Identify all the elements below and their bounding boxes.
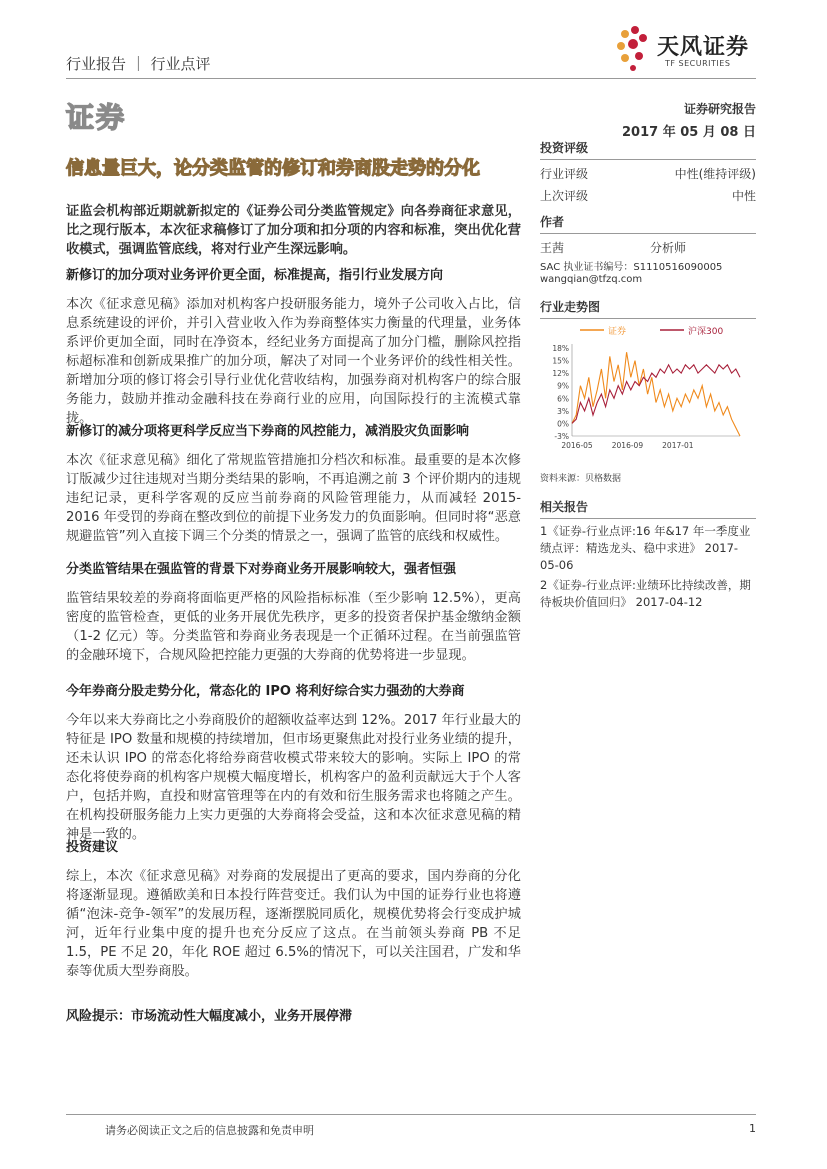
author-block bbox=[540, 213, 756, 285]
report-date: 2017 年 05 月 08 日 bbox=[622, 125, 756, 140]
related-divider bbox=[540, 518, 756, 519]
author-role: 分析师 bbox=[650, 241, 687, 255]
section-heading: 投资建议 bbox=[66, 840, 119, 855]
summary: 证监会机构部近期就新拟定的《证券公司分类监管规定》向各券商征求意见，比之现行版本，本次征求稿修订了加分项和扣分项的内容和标准，突出优化营收模式，强调监管底线，将对行业产生深远影响。 bbox=[66, 204, 521, 257]
section-heading: 分类监管结果在强监管的背景下对券商业务开展影响较大，强者恒强 bbox=[66, 562, 457, 577]
section-body: 综上，本次《征求意见稿》对券商的发展提出了更高的要求，国内券商的分化将逐渐显现。遵循欧美和日本投行阵营变迁。我们认为中国的证券行业也将遵循“泡沫-竞争-领军”的发展历程，逐渐摆脱同质化，规模优势将会行变成护城河，近年行业集中度的提升也充分反应了这点。在当前领头券商 PB 不足 1.5，PE 不足 20，年化 ROE 超过 6.5%的情况下，可以关注国君，广发和华泰等优质大型券商股。 bbox=[66, 869, 521, 979]
y-tick-label: 12% bbox=[552, 369, 569, 379]
x-tick-label: 2016-09 bbox=[611, 441, 644, 450]
logo-text-cn: 天风证券 bbox=[657, 35, 750, 60]
chart-source: 资料来源：贝格数据 bbox=[540, 474, 622, 484]
section-2 bbox=[66, 422, 521, 546]
section-4 bbox=[66, 682, 521, 844]
y-tick-label: 6% bbox=[557, 394, 569, 404]
rating-title: 投资评级 bbox=[540, 141, 589, 155]
related-item-date: 2017-04-12 bbox=[635, 595, 703, 609]
rating-divider bbox=[540, 159, 756, 160]
section-3 bbox=[66, 560, 521, 665]
section-heading: 今年券商分股走势分化，常态化的 IPO 将利好综合实力强劲的大券商 bbox=[66, 684, 465, 699]
author-divider bbox=[540, 233, 756, 234]
related-item-date: 2017-05-06 bbox=[540, 541, 739, 572]
related-item-text[interactable]: 2《证券-行业点评:业绩环比持续改善，期待板块价值回归》 bbox=[540, 578, 751, 609]
header-divider bbox=[66, 78, 756, 79]
section-body: 本次《征求意见稿》细化了常规监管措施扣分档次和标准。最重要的是本次修订版减少过往违规对当期分类结果的影响，不再追溯之前 3 个评价期内的违规违纪记录，更科学客观的反应当前券商的风险管理能力，从而减轻 2015-2016 年受罚的券商在整改到位的前提下业务发力的负面影响。但同时将“恶意规避监管”列入直接下调三个分类的情景之一，强调了监管的底线和权威性。 bbox=[66, 453, 521, 544]
footer-divider bbox=[66, 1114, 756, 1115]
section-body: 今年以来大券商比之小券商股价的超额收益率达到 12%。2017 年行业最大的特征是 IPO 数量和规模的持续增加，但市场更聚焦此对投行业务业绩的提升，还未认识 IPO 的常态化将给券商营收模式带来较大的影响。实际上 IPO 的常态化将使券商的机构客户规模大幅度增长，机构客户的盈利贡献远大于个人客户，包括并购，直投和财富管理等在内的有效和衍生服务需求也将随之产生。在机构投研服务能力上实力更强的大券商将会受益，这和本次征求意见稿的精神是一致的。 bbox=[66, 713, 521, 842]
chart-title: 行业走势图 bbox=[540, 300, 601, 314]
y-tick-label: 15% bbox=[552, 356, 569, 366]
prev-rating-label: 上次评级 bbox=[540, 189, 589, 203]
page-number: 1 bbox=[749, 1122, 756, 1135]
sector-title: 证券 bbox=[66, 101, 127, 134]
section-body: 监管结果较差的券商将面临更严格的风险指标标准（至少影响 12.5%），更高密度的监管检查，更低的业务开展优先秩序，更多的投资者保护基金缴纳金额（1-2 亿元）等。分类监管和券商业务表现是一个正循环过程。在当前强监管的金融环境下，合规风险把控能力更强的大券商的优势将进一步显现。 bbox=[66, 591, 521, 663]
author-sac: SAC 执业证书编号：S1110516090005 bbox=[540, 262, 723, 273]
author-title: 作者 bbox=[540, 215, 565, 229]
industry-trend-chart bbox=[540, 318, 756, 458]
legend-label: 证券 bbox=[608, 327, 627, 337]
related-item[interactable] bbox=[540, 523, 756, 574]
author-email[interactable]: wangqian@tfzq.com bbox=[540, 274, 643, 285]
section-heading: 新修订的减分项将更科学反应当下券商的风控能力，减消股灾负面影响 bbox=[66, 424, 470, 439]
x-tick-label: 2017-01 bbox=[662, 441, 694, 450]
prev-rating-row bbox=[540, 187, 756, 204]
related-item-text[interactable]: 1《证券-行业点评:16 年&17 年一季度业绩点评：精选龙头、稳中求进》 bbox=[540, 524, 751, 555]
related-block bbox=[540, 498, 756, 611]
risk-warning: 风险提示：市场流动性大幅度减小，业务开展停滞 bbox=[66, 1009, 353, 1024]
industry-rating-label: 行业评级 bbox=[540, 167, 589, 181]
headline: 信息量巨大，论分类监管的修订和券商股走势的分化 bbox=[66, 158, 480, 179]
x-tick-label: 2016-05 bbox=[561, 441, 593, 450]
section-5 bbox=[66, 838, 521, 981]
industry-rating-value: 中性(维持评级) bbox=[674, 167, 756, 181]
legend-label: 沪深300 bbox=[688, 327, 724, 337]
y-tick-label: -3% bbox=[554, 432, 569, 441]
y-tick-label: 3% bbox=[557, 406, 569, 416]
author-name-row bbox=[540, 239, 756, 256]
logo-text-en: TF SECURITIES bbox=[665, 59, 731, 68]
section-1 bbox=[66, 266, 521, 428]
author-name: 王茜 bbox=[540, 241, 565, 255]
prev-rating-value: 中性 bbox=[731, 189, 756, 203]
report-category: 行业报告 ｜ 行业点评 bbox=[66, 55, 211, 73]
series-line-hs300 bbox=[572, 365, 740, 424]
section-heading: 新修订的加分项对业务评价更全面，标准提高，指引行业发展方向 bbox=[66, 268, 444, 283]
section-body: 本次《征求意见稿》添加对机构客户投研服务能力，境外子公司收入占比，信息系统建设的评价，并引入营业收入作为券商整体实力衡量的代理量，业务体系评价更加全面，同时在净资本，经纪业务方面提高了加分门槛，删除风控指标超标准和创新成果推广的加分项，解决了对同一个业务评价的线性相关性。新增加分项的修订将会引导行业优化营收结构，加强券商对机构客户的综合服务能力，鼓励并推动金融科技在券商行业的应用，向国际投行的主流模式靠拢。 bbox=[66, 297, 521, 426]
series-line-securities bbox=[572, 352, 740, 436]
report-type: 证券研究报告 bbox=[683, 102, 756, 116]
y-tick-label: 0% bbox=[557, 419, 569, 429]
industry-rating-row bbox=[540, 165, 756, 182]
footer-disclaimer: 请务必阅读正文之后的信息披露和免责申明 bbox=[105, 1124, 314, 1137]
chart-block bbox=[540, 298, 756, 319]
rating-block bbox=[540, 139, 756, 204]
related-item[interactable] bbox=[540, 577, 756, 611]
related-title: 相关报告 bbox=[540, 500, 589, 514]
y-tick-label: 9% bbox=[557, 381, 569, 391]
y-tick-label: 18% bbox=[552, 344, 569, 353]
